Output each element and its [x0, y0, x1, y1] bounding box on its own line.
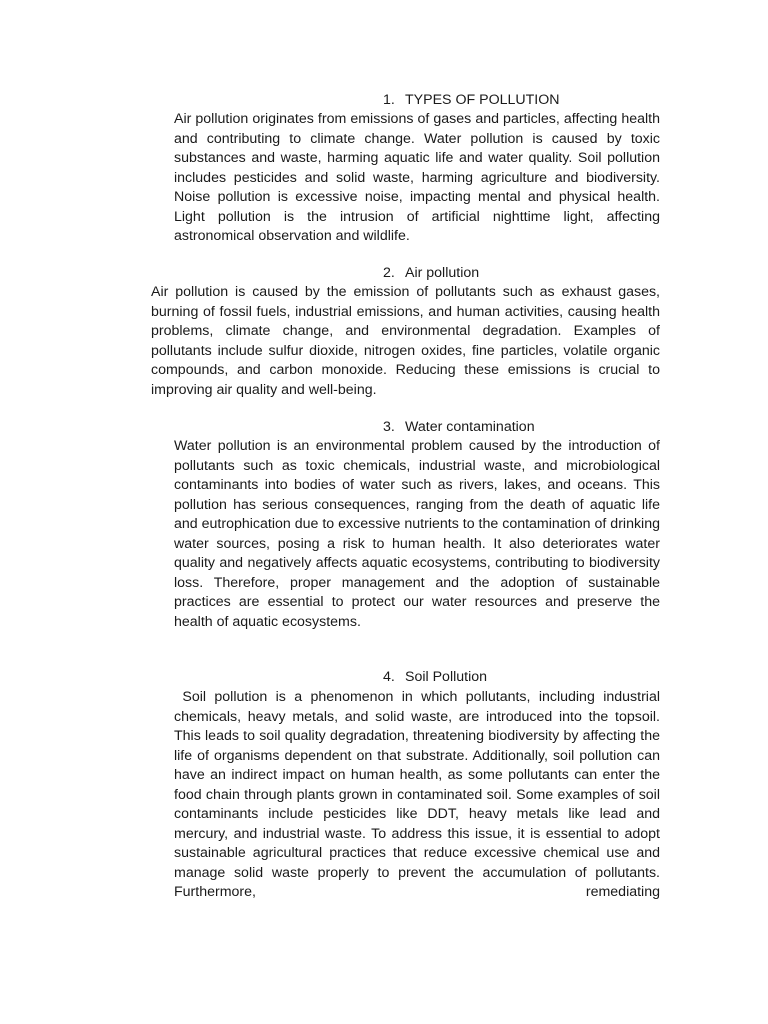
section-title: Air pollution: [405, 265, 480, 281]
section-number: 3.: [383, 419, 395, 435]
section-heading-air-pollution: [383, 264, 479, 284]
section-heading-soil-pollution: [383, 668, 487, 688]
section-title: TYPES OF POLLUTION: [405, 92, 560, 108]
section-title: Soil Pollution: [405, 669, 488, 685]
section-body-water-contamination: Water pollution is an environmental problem caused by the introduction of pollutants such as toxic chemicals, industrial waste, and microbiological contaminants into bodies of water such as rivers, lakes, and oceans. This pollution has serious consequences, ranging from the death of aquatic life and eutrophication due to excessive nutrients to the contamination of drinking water sources, posing a risk to human health. It also deteriorates water quality and negatively affects aquatic ecosystems, contributing to biodiversity loss. Therefore, proper management and the adoption of sustainable practices are essential to protect our water resources and preserve the health of aquatic ecosystems.: [174, 438, 660, 630]
section-title: Water contamination: [405, 419, 535, 435]
section-heading-water-contamination: [383, 418, 535, 438]
section-body-soil-pollution: Soil pollution is a phenomenon in which pollutants, including industrial chemicals, heavy metals, and solid waste, are introduced into the topsoil. This leads to soil quality degradation, threatening biodiversity by affecting the life of organisms dependent on that substrate. Additionally, soil pollution can have an indirect impact on human health, as some pollutants can enter the food chain through plants grown in contaminated soil. Some examples of soil contaminants include pesticides like DDT, heavy metals like lead and mercury, and industrial waste. To address this issue, it is essential to adopt sustainable agricultural practices that reduce excessive chemical use and manage solid waste properly to prevent the accumulation of pollutants. Furthermore, remediating: [174, 689, 660, 900]
section-number: 4.: [383, 669, 395, 685]
section-heading-types-of-pollution: [383, 91, 560, 111]
section-number: 1.: [383, 92, 395, 108]
section-body-types-of-pollution: Air pollution originates from emissions of gases and particles, affecting health and contributing to climate change. Water pollution is caused by toxic substances and waste, harming aquatic life and water quality. Soil pollution includes pesticides and solid waste, harming agriculture and biodiversity. Noise pollution is excessive noise, impacting mental and physical health. Light pollution is the intrusion of artificial nighttime light, affecting astronomical observation and wildlife.: [174, 111, 660, 244]
section-body-air-pollution: Air pollution is caused by the emission of pollutants such as exhaust gases, burning of fossil fuels, industrial emissions, and human activities, causing health problems, climate change, and environmental degradation. Examples of pollutants include sulfur dioxide, nitrogen oxides, fine particles, volatile organic compounds, and carbon monoxide. Reducing these emissions is crucial to improving air quality and well-being.: [151, 284, 660, 398]
section-number: 2.: [383, 265, 395, 281]
